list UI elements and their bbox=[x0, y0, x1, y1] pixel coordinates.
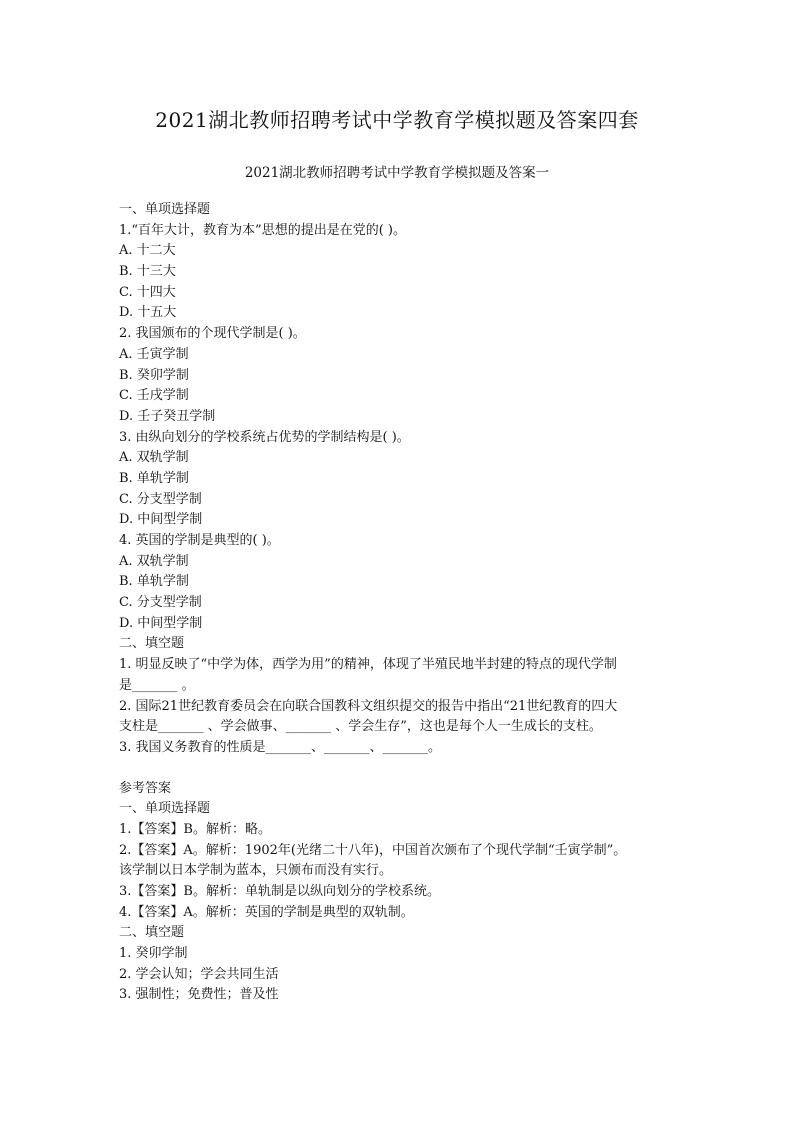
section-heading: 二、填空题 bbox=[119, 925, 185, 941]
answers-heading: 参考答案 bbox=[119, 780, 172, 796]
question-line: 支柱是_______ 、学会做事、_______ 、学会生存”，这也是每个人一生成长的支柱。 bbox=[119, 719, 602, 735]
option-line: D. 中间型学制 bbox=[119, 615, 203, 631]
option-line: A. 十二大 bbox=[119, 243, 176, 259]
question-line: 4. 英国的学制是典型的( )。 bbox=[119, 533, 280, 548]
option-line: C. 分支型学制 bbox=[119, 595, 202, 611]
document-body bbox=[119, 200, 679, 1006]
section-gap bbox=[119, 759, 679, 773]
option-line: A. 双轨学制 bbox=[119, 450, 189, 466]
option-line: D. 壬子癸丑学制 bbox=[119, 408, 216, 424]
option-line: A. 双轨学制 bbox=[119, 553, 189, 569]
answer-line: 4.【答案】A。解析：英国的学制是典型的双轨制。 bbox=[119, 904, 414, 920]
question-line: 2. 我国颁布的个现代学制是( )。 bbox=[119, 326, 306, 342]
option-line: C. 十四大 bbox=[119, 284, 176, 300]
answer-line: 2.【答案】A。解析：1902年(光绪二十八年)，中国首次颁布了个现代学制“壬寅学制”。 bbox=[119, 842, 627, 858]
option-line: A. 壬寅学制 bbox=[119, 346, 189, 362]
section-heading: 一、单项选择题 bbox=[119, 801, 211, 817]
section-heading: 二、填空题 bbox=[119, 636, 185, 652]
question-line: 2. 国际21世纪教育委员会在向联合国教科文组织提交的报告中指出“21世纪教育的四大 bbox=[119, 698, 618, 714]
option-line: B. 单轨学制 bbox=[119, 574, 189, 590]
option-line: C. 壬戌学制 bbox=[119, 388, 189, 404]
option-line: D. 十五大 bbox=[119, 305, 177, 321]
question-line: 1. 明显反映了“中学为体，西学为用”的精神，体现了半殖民地半封建的特点的现代学制 bbox=[119, 657, 617, 673]
option-line: B. 单轨学制 bbox=[119, 470, 189, 486]
option-line: B. 癸卯学制 bbox=[119, 367, 189, 383]
answer-line: 1. 癸卯学制 bbox=[119, 946, 188, 962]
option-line: B. 十三大 bbox=[119, 264, 176, 280]
answer-line: 3.【答案】B。解析：单轨制是以纵向划分的学校系统。 bbox=[119, 884, 440, 899]
option-line: D. 中间型学制 bbox=[119, 512, 203, 528]
document-subtitle: 2021湖北教师招聘考试中学教育学模拟题及答案一 bbox=[244, 165, 550, 181]
answer-line: 3. 强制性；免费性；普及性 bbox=[119, 987, 279, 1003]
question-line: 是_______ 。 bbox=[119, 677, 195, 693]
question-line: 3. 由纵向划分的学校系统占优势的学制结构是( )。 bbox=[119, 429, 410, 445]
answer-line: 1.【答案】B。解析：略。 bbox=[119, 821, 271, 837]
option-line: C. 分支型学制 bbox=[119, 491, 202, 507]
answer-line: 2. 学会认知；学会共同生活 bbox=[119, 966, 279, 982]
question-line: 3. 我国义务教育的性质是_______、_______、_______。 bbox=[119, 739, 442, 755]
answer-line: 该学制以日本学制为蓝本，只颁布而没有实行。 bbox=[119, 863, 393, 879]
document-title: 2021湖北教师招聘考试中学教育学模拟题及答案四套 bbox=[155, 108, 639, 132]
question-line: 1.“百年大计，教育为本”思想的提出是在党的( )。 bbox=[119, 222, 406, 238]
section-heading: 一、单项选择题 bbox=[119, 202, 211, 217]
